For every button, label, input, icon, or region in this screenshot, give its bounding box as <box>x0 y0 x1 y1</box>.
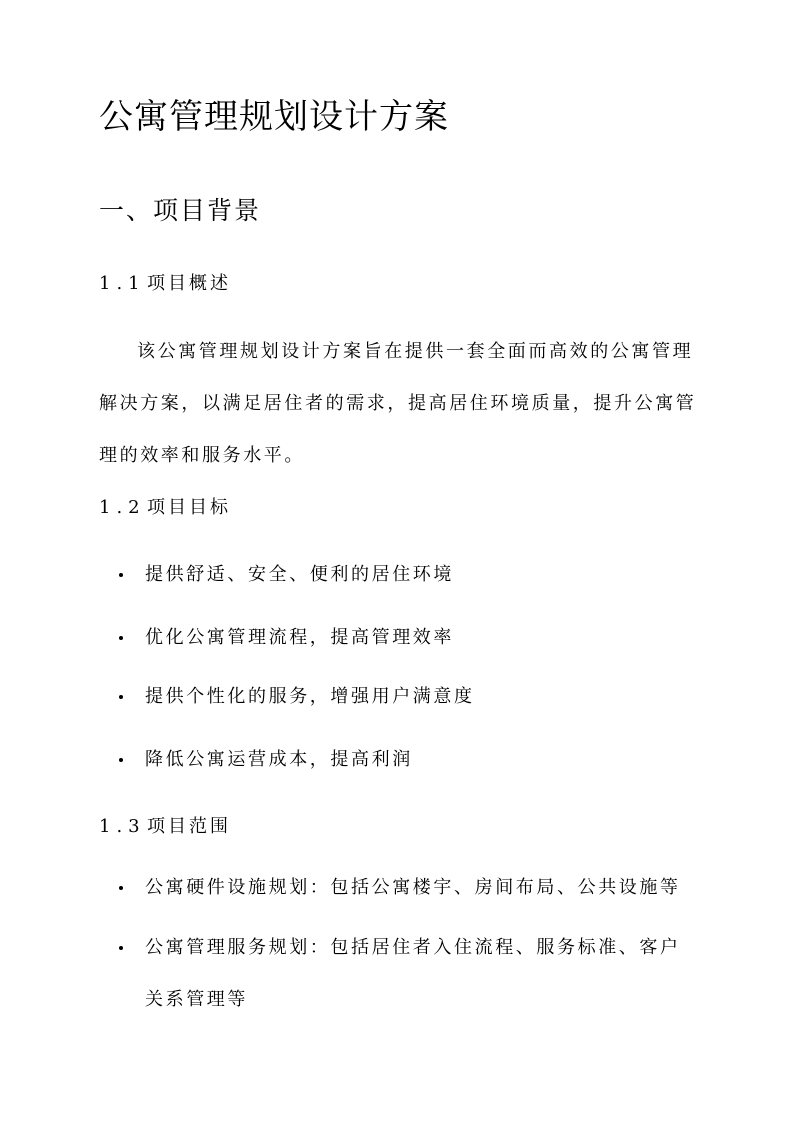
subsection-number: 1.2 <box>99 497 146 518</box>
subsection-title: 项目概述 <box>147 273 231 294</box>
bullet-icon <box>119 758 123 762</box>
subsection-title: 项目目标 <box>147 497 231 518</box>
bullet-icon <box>119 636 123 640</box>
list-item-text: 降低公寓运营成本，提高利润 <box>145 749 413 770</box>
list-item-text: 提供舒适、安全、便利的居住环境 <box>145 564 454 585</box>
list-item <box>99 862 681 914</box>
list-item <box>99 612 454 664</box>
bullet-icon <box>119 886 123 890</box>
subsection-heading-overview <box>99 271 231 297</box>
list-item-text: 公寓硬件设施规划：包括公寓楼宇、房间布局、公共设施等 <box>145 877 681 898</box>
bullet-icon <box>119 946 123 950</box>
list-item-text: 提供个性化的服务，增强用户满意度 <box>145 686 475 707</box>
list-item <box>99 671 475 723</box>
paragraph-line: 理的效率和服务水平。 <box>99 445 305 466</box>
subsection-number: 1.1 <box>99 273 146 294</box>
subsection-heading-scope <box>99 814 231 840</box>
list-item <box>99 922 681 1026</box>
document-title: 公寓管理规划设计方案 <box>99 97 449 137</box>
bullet-icon <box>119 695 123 699</box>
list-item-text-continued: 关系管理等 <box>145 989 248 1010</box>
paragraph-line: 该公寓管理规划设计方案旨在提供一套全面而高效的公寓管理 <box>137 341 694 362</box>
overview-paragraph <box>99 326 703 482</box>
list-item-text: 公寓管理服务规划：包括居住者入住流程、服务标准、客户 <box>145 937 681 958</box>
list-item-text: 优化公寓管理流程，提高管理效率 <box>145 627 454 648</box>
bullet-icon <box>119 573 123 577</box>
subsection-number: 1.3 <box>99 816 146 837</box>
paragraph-line: 解决方案，以满足居住者的需求，提高居住环境质量，提升公寓管 <box>99 393 697 414</box>
subsection-title: 项目范围 <box>147 816 231 837</box>
list-item <box>99 734 413 786</box>
section-heading-background: 一、项目背景 <box>99 196 262 225</box>
list-item <box>99 549 454 601</box>
subsection-heading-goals <box>99 495 231 521</box>
